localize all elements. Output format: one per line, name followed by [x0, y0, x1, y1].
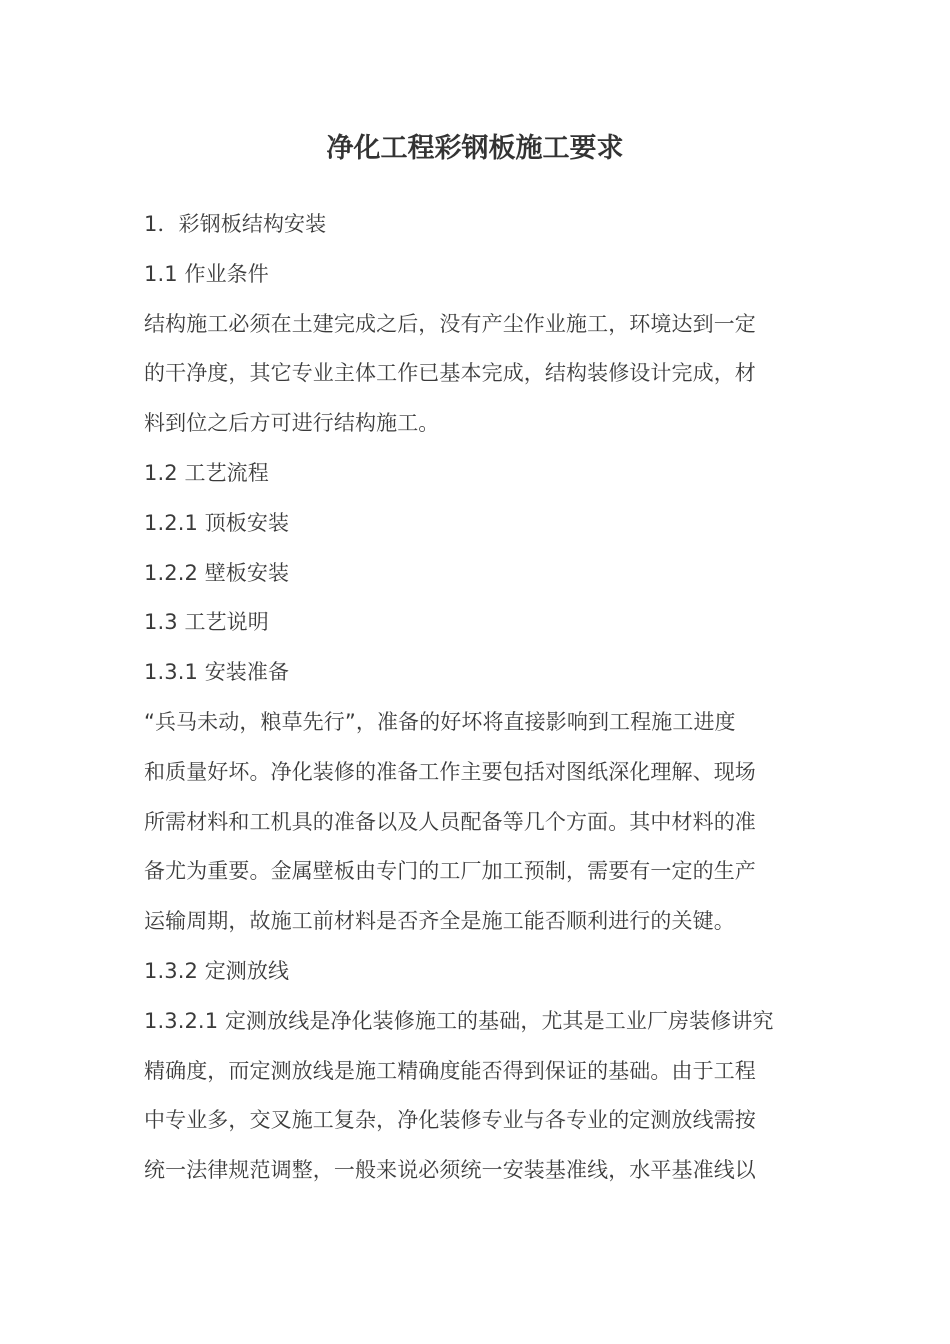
paragraph-line: 运输周期，故施工前材料是否齐全是施工能否顺利进行的关键。 — [144, 909, 735, 934]
subsection-heading-1-3-2: 1.3.2 定测放线 — [144, 958, 290, 983]
subsection-heading-1-2-2: 1.2.2 壁板安装 — [144, 560, 290, 585]
subsection-heading-1-3-1: 1.3.1 安装准备 — [144, 660, 290, 685]
document-body — [144, 200, 806, 1196]
paragraph-line: 结构施工必须在土建完成之后，没有产尘作业施工，环境达到一定 — [144, 311, 756, 336]
paragraph-line: 精确度，而定测放线是施工精确度能否得到保证的基础。由于工程 — [144, 1058, 756, 1083]
subsection-heading-1-2-1: 1.2.1 顶板安装 — [144, 510, 290, 535]
subsection-heading-1-2: 1.2 工艺流程 — [144, 460, 269, 485]
paragraph-line: 统一法律规范调整，一般来说必须统一安装基准线，水平基准线以 — [144, 1158, 756, 1183]
paragraph-line: 备尤为重要。金属壁板由专门的工厂加工预制，需要有一定的生产 — [144, 859, 756, 884]
subsection-heading-1-3: 1.3 工艺说明 — [144, 610, 269, 635]
paragraph-line: “兵马未动，粮草先行”，准备的好坏将直接影响到工程施工进度 — [144, 709, 736, 734]
document-title: 净化工程彩钢板施工要求 — [326, 133, 624, 164]
paragraph-line: 1.3.2.1 定测放线是净化装修施工的基础，尤其是工业厂房装修讲究 — [144, 1008, 774, 1033]
paragraph-line: 所需材料和工机具的准备以及人员配备等几个方面。其中材料的准 — [144, 809, 756, 834]
paragraph-line: 和质量好坏。净化装修的准备工作主要包括对图纸深化理解、现场 — [144, 759, 756, 784]
subsection-heading-1-1: 1.1 作业条件 — [144, 261, 269, 286]
paragraph-line: 料到位之后方可进行结构施工。 — [144, 411, 440, 436]
section-heading-1: 1．彩钢板结构安装 — [144, 212, 327, 236]
paragraph-line: 的干净度，其它专业主体工作已基本完成，结构装修设计完成，材 — [144, 361, 756, 386]
paragraph-line: 中专业多，交叉施工复杂，净化装修专业与各专业的定测放线需按 — [144, 1108, 756, 1133]
